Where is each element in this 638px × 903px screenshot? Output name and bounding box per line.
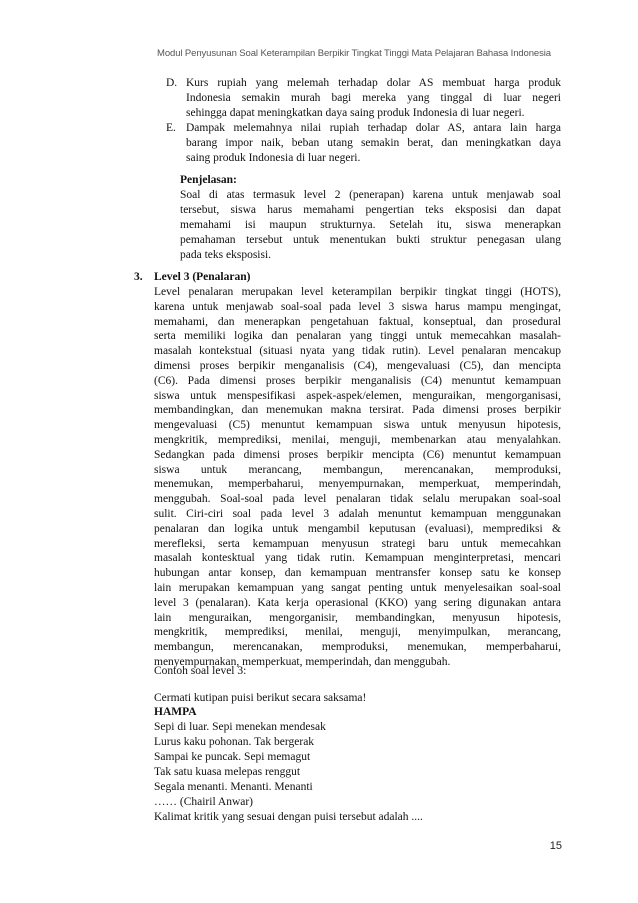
explanation-line: pemahaman tersebut untuk menentukan bukti struktur penegasan ulang [180, 234, 561, 246]
poem-instruction: Cermati kutipan puisi berikut secara saksama! [154, 692, 367, 704]
section-body-line: memahami, dan menerapkan pengetahuan faktual, konseptual, dan prosedural [154, 315, 561, 328]
question-text: Kalimat kritik yang sesuai dengan puisi tersebut adalah .... [154, 811, 423, 823]
poem-line: Sampai ke puncak. Sepi memagut [154, 751, 311, 763]
section-number: 3. [134, 271, 143, 283]
option-d-line: Indonesia semakin murah bagi mereka yang tinggal di luar negeri [186, 92, 561, 104]
poem-line: Segala menanti. Menanti. Menanti [154, 781, 313, 793]
section-body-line: mengkritik, memprediksi, menilai, menguji, menyimpulkan, merancang, [154, 626, 561, 639]
poem-line: Tak satu kuasa melepas renggut [154, 766, 301, 778]
section-body-line: membandingkan, dan menemukan makna tersirat. Pada dimensi proses berpikir [154, 404, 561, 417]
explanation-line: pada teks eksposisi. [180, 249, 272, 261]
section-body-line: lain menguraikan, mengorganisir, membandingkan, menyusun hipotesis, [154, 611, 561, 624]
section-body-line: hubungan antar konsep, dan kemampuan mentransfer konsep satu ke konsep [154, 567, 561, 580]
page-number: 15 [549, 840, 562, 852]
option-e-letter: E. [166, 122, 176, 134]
option-d-letter: D. [166, 77, 178, 89]
option-d-line: Kurs rupiah yang melemah terhadap dolar AS membuat harga produk [186, 77, 561, 89]
section-body-line: mengevaluasi (C5) menuntut kemampuan siswa untuk menyusun hipotesis, [154, 419, 561, 432]
section-body-line: penalaran dan logika untuk mengambil keputusan (evaluasi), memprediksi & [154, 522, 561, 535]
section-body-line: menyempurnakan, memperkuat, memperindah, dan menggubah. [154, 656, 451, 668]
section-body-line: lain merupakan kemampuan yang sangat penting untuk menyelesaikan soal-soal [154, 582, 561, 594]
poem-line: Sepi di luar. Sepi menekan mendesak [154, 721, 326, 733]
section-body-line: serta memiliki logika dan penalaran yang tinggi untuk memecahkan masalah- [154, 330, 561, 343]
section-body-line: mengkritik, memprediksi, menilai, menguji, membenarkan atau menyalahkan. [154, 434, 561, 446]
poem-title: HAMPA [154, 706, 197, 718]
example-label: Contoh soal level 3: [154, 665, 247, 677]
explanation-line: tersebut, siswa harus memahami pengertian teks eksposisi dan dapat [180, 204, 561, 216]
section-body-line: masalah kontekstual (situasi nyata yang tidak rutin). Level penalaran mencakup [154, 345, 561, 358]
section-body-line: karena untuk menjawab soal-soal pada level 3 siswa harus mampu mengingat, [154, 300, 561, 313]
explanation-line: memahami isi maupun strukturnya. Setelah itu, siswa menerapkan [180, 219, 561, 231]
option-e-line: barang impor naik, beban utang semakin berat, dan meningkatkan daya [186, 137, 561, 149]
section-body-line: siswa untuk menspesifikasi aspek-aspek/elemen, menguraikan, mengorganisasi, [154, 389, 561, 402]
explanation-line: Soal di atas termasuk level 2 (penerapan) karena untuk menjawab soal [180, 189, 561, 201]
section-body-line: menemukan, memperbaharui, menyempurnakan, memperkuat, memperindah, [154, 478, 561, 491]
section-body-line: level 3 (penalaran). Kata kerja operasional (KKO) yang sering digunakan antara [154, 596, 561, 609]
option-d-line: sehingga dapat meningkatkan daya saing produk Indonesia di luar negeri. [186, 107, 525, 119]
section-body-line: menggubah. Soal-soal pada level penalaran tidak selalu merupakan soal-soal [154, 493, 561, 506]
section-body-line: merefleksi, serta kemampuan menyusun strategi baru untuk memecahkan [154, 537, 561, 550]
section-body-line: masalah kontesktual yang tidak rutin. Kemampuan menginterpretasi, mencari [154, 552, 561, 565]
section-title: Level 3 (Penalaran) [154, 271, 251, 283]
poem-author-line: …… (Chairil Anwar) [154, 796, 254, 808]
section-body-line: membangun, merencanakan, memproduksi, menemukan, memperbaharui, [154, 641, 561, 654]
section-body-line: Level penalaran merupakan level keterampilan berpikir tingkat tinggi (HOTS), [154, 286, 561, 298]
section-body-line: Sedangkan pada dimensi proses berpikir mencipta (C6) menuntut kemampuan [154, 448, 561, 461]
option-e-line: Dampak melemahnya nilai rupiah terhadap dolar AS, antara lain harga [186, 122, 561, 134]
running-header: Modul Penyusunan Soal Keterampilan Berpikir Tingkat Tinggi Mata Pelajaran Bahasa Indonesia [157, 48, 551, 59]
section-body-line: (C6). Pada dimensi proses berpikir menganalisis (C4) menuntut kemampuan [154, 374, 561, 387]
section-body-line: dimensi proses berpikir menganalisis (C4), mengevaluasi (C5), dan mencipta [154, 360, 561, 372]
option-e-line: saing produk Indonesia di luar negeri. [186, 152, 361, 164]
explanation-title: Penjelasan: [180, 174, 237, 186]
section-body-line: sulit. Ciri-ciri soal pada level 3 adalah menuntut kemampuan menggunakan [154, 508, 561, 520]
section-body-line: siswa untuk merancang, membangun, merencanakan, memproduksi, [154, 463, 561, 476]
poem-line: Lurus kaku pohonan. Tak bergerak [154, 736, 315, 748]
